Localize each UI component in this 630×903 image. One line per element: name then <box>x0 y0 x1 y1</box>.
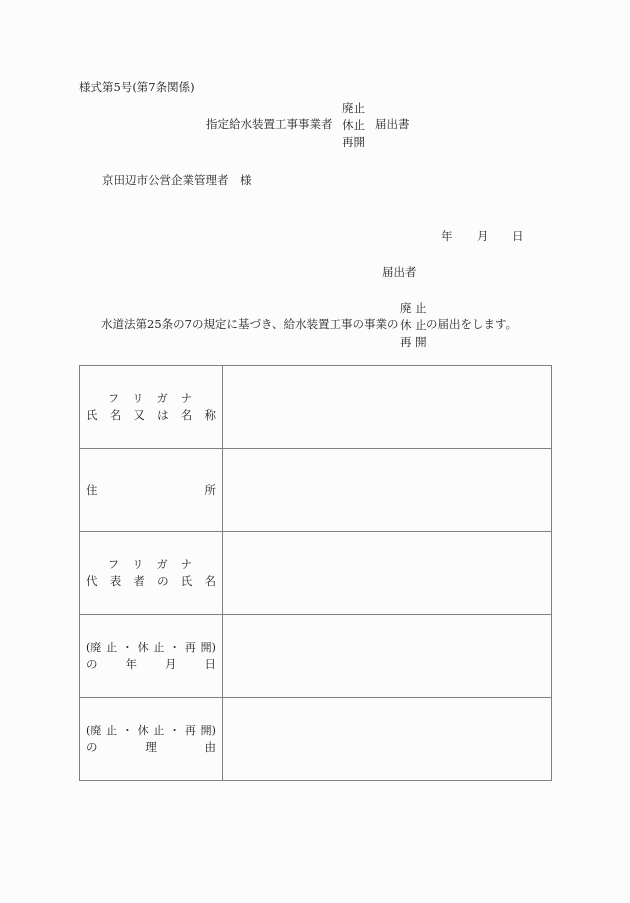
addressee: 京田辺市公営企業管理者 様 <box>102 173 252 187</box>
label-char: 休 <box>137 724 149 737</box>
statement-prefix: 水道法第25条の7の規定に基づき、給水装置工事の事業の <box>101 317 399 331</box>
label-char: 年 <box>125 657 137 671</box>
date-day: 日 <box>512 229 524 243</box>
label-char: の <box>86 740 98 754</box>
label-char: 止 <box>153 724 165 737</box>
label-char: (廃 <box>86 641 102 654</box>
label-char: 止 <box>153 641 165 654</box>
label-char: 者 <box>133 574 145 588</box>
label-char: ・ <box>121 641 133 654</box>
title-prefix: 指定給水装置工事事業者 <box>206 117 333 131</box>
label-char: ・ <box>121 724 133 737</box>
ruby-char: ナ <box>180 558 192 571</box>
label-char: ・ <box>169 641 181 654</box>
label-char: 休 <box>137 641 149 654</box>
label-name <box>80 366 223 449</box>
table-row <box>80 449 552 532</box>
table-row <box>80 615 552 698</box>
label-char: は <box>157 408 169 422</box>
label-char: 住 <box>86 483 98 497</box>
statement-options <box>400 300 427 351</box>
table-row <box>80 698 552 781</box>
date-value-field[interactable] <box>223 615 552 698</box>
statement-option-abolish: 廃 止 <box>400 301 427 315</box>
date-year: 年 <box>441 229 453 243</box>
statement-option-suspend: 休 止 <box>400 318 427 332</box>
reason-value-field[interactable] <box>223 698 552 781</box>
ruby-char: フ <box>108 558 119 571</box>
label-char: 止 <box>106 724 118 737</box>
label-char: 開) <box>200 641 216 654</box>
label-char: の <box>157 574 169 588</box>
label-char: 再 <box>184 641 196 654</box>
ruby-char: フ <box>108 392 119 405</box>
title-option-resume: 再開 <box>342 135 365 149</box>
ruby-char: リ <box>132 558 144 571</box>
form-number: 様式第5号(第7条関係) <box>79 80 195 94</box>
title-suffix: 届出書 <box>375 117 410 131</box>
notification-table <box>79 365 552 781</box>
representative-value-field[interactable] <box>223 532 552 615</box>
date-month: 月 <box>477 229 489 243</box>
label-char: 代 <box>86 574 98 588</box>
label-char: 称 <box>204 408 216 422</box>
label-char: ・ <box>169 724 181 737</box>
label-char: 名 <box>204 574 216 588</box>
statement-suffix: の届出をします。 <box>426 317 518 331</box>
statement-option-resume: 再 開 <box>400 335 427 349</box>
label-char: 又 <box>133 408 145 422</box>
label-char: 所 <box>204 483 216 497</box>
label-char: 止 <box>106 641 118 654</box>
label-char: 名 <box>180 408 193 422</box>
table-row <box>80 366 552 449</box>
label-char: (廃 <box>86 724 102 737</box>
ruby-char: ナ <box>180 392 192 405</box>
label-char: 理 <box>145 740 157 754</box>
label-char: の <box>86 657 98 671</box>
label-char: 表 <box>109 574 122 588</box>
label-char: 月 <box>165 657 177 671</box>
applicant-label: 届出者 <box>382 265 417 279</box>
ruby-char: ガ <box>156 558 168 571</box>
label-char: 氏 <box>180 574 193 588</box>
ruby-char: ガ <box>156 392 168 405</box>
label-date <box>80 615 223 698</box>
label-representative <box>80 532 223 615</box>
label-reason <box>80 698 223 781</box>
label-char: 由 <box>204 740 216 754</box>
title-options <box>342 100 365 151</box>
label-char: 日 <box>204 657 216 671</box>
name-value-field[interactable] <box>223 366 552 449</box>
label-char: 再 <box>184 724 196 737</box>
title-option-abolish: 廃止 <box>342 101 365 115</box>
ruby-char: リ <box>132 392 144 405</box>
label-address <box>80 449 223 532</box>
address-value-field[interactable] <box>223 449 552 532</box>
label-char: 氏 <box>86 408 98 422</box>
table-row <box>80 532 552 615</box>
title-option-suspend: 休止 <box>342 118 365 132</box>
label-char: 開) <box>200 724 216 737</box>
label-char: 名 <box>109 408 122 422</box>
